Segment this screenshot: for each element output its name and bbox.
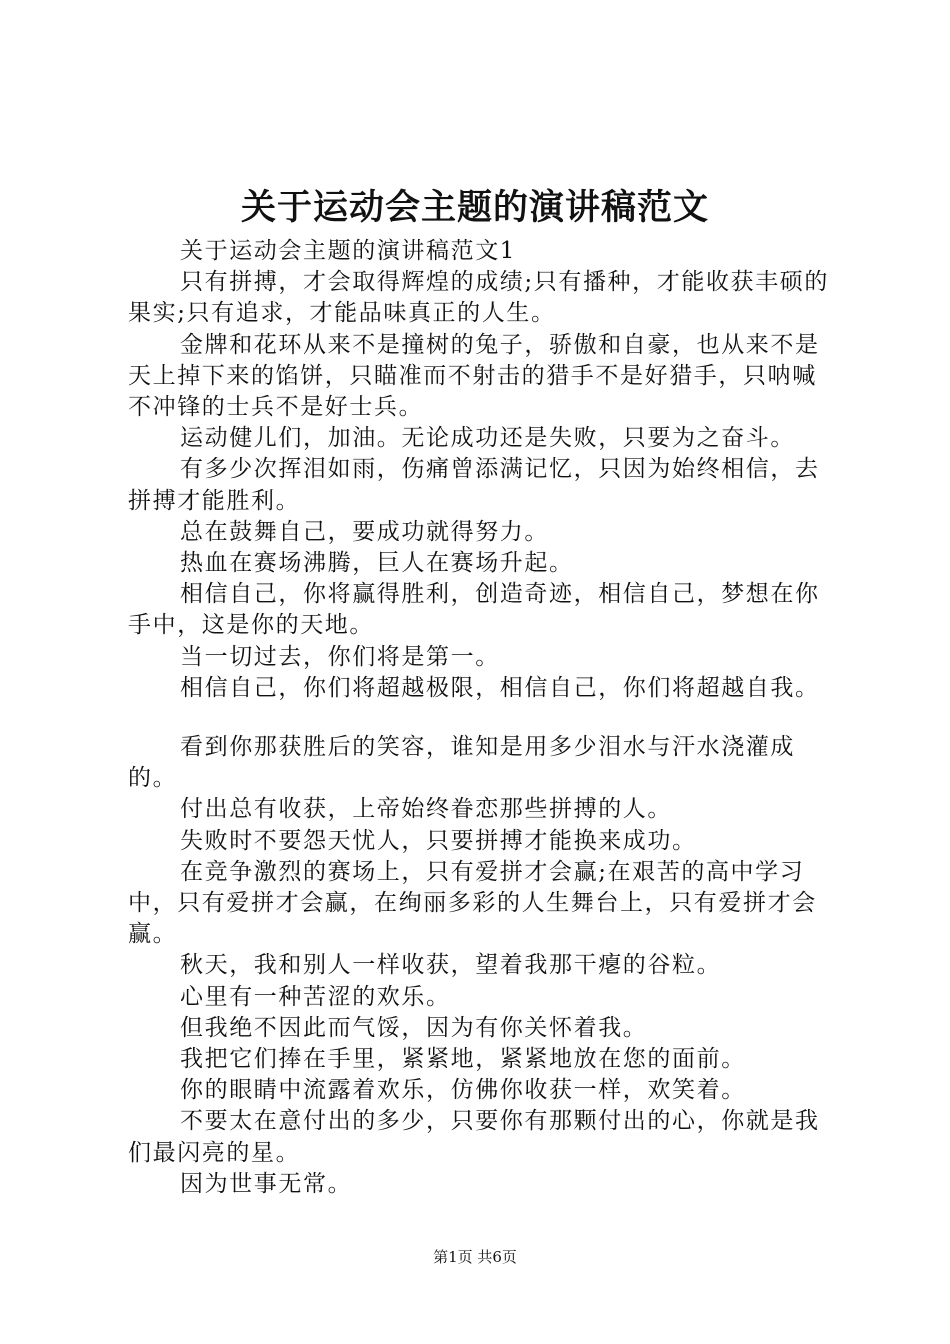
paragraph: 但我绝不因此而气馁，因为有你关怀着我。 xyxy=(180,1014,648,1041)
paragraph: 金牌和花环从来不是撞树的兔子，骄傲和自豪，也从来不是天上掉下来的馅饼，只瞄准而不射击的猎手不是好猎手，只呐喊不冲锋的士兵不是好士兵。 xyxy=(128,331,820,421)
paragraph: 只有拼搏，才会取得辉煌的成绩;只有播种，才能收获丰硕的果实;只有追求，才能品味真正的人生。 xyxy=(128,269,829,327)
document-title: 关于运动会主题的演讲稿范文 xyxy=(240,187,709,228)
paragraph: 热血在赛场沸腾，巨人在赛场升起。 xyxy=(180,550,574,577)
paragraph: 失败时不要怨天忧人，只要拼搏才能换来成功。 xyxy=(180,827,697,854)
paragraph: 秋天，我和别人一样收获，望着我那干瘪的谷粒。 xyxy=(180,952,722,979)
paragraph: 当一切过去，你们将是第一。 xyxy=(180,643,500,670)
paragraph: 因为世事无常。 xyxy=(180,1170,353,1197)
paragraph: 看到你那获胜后的笑容，谁知是用多少泪水与汗水浇灌成的。 xyxy=(128,734,795,792)
paragraph: 不要太在意付出的多少，只要你有那颗付出的心，你就是我们最闪亮的星。 xyxy=(128,1108,820,1166)
document-body xyxy=(128,236,834,1200)
paragraph: 付出总有收获，上帝始终眷恋那些拼搏的人。 xyxy=(180,796,672,823)
paragraph: 有多少次挥泪如雨，伤痛曾添满记忆，只因为始终相信，去拼搏才能胜利。 xyxy=(128,456,820,514)
paragraph: 你的眼睛中流露着欢乐，仿佛你收获一样，欢笑着。 xyxy=(180,1077,746,1104)
paragraph: 运动健儿们，加油。无论成功还是失败，只要为之奋斗。 xyxy=(180,425,795,452)
paragraph: 相信自己，你将赢得胜利，创造奇迹，相信自己，梦想在你手中，这是你的天地。 xyxy=(128,581,820,639)
paragraph: 我把它们捧在手里，紧紧地，紧紧地放在您的面前。 xyxy=(180,1046,746,1073)
paragraph: 相信自己，你们将超越极限，相信自己，你们将超越自我。 xyxy=(180,674,820,701)
page-number-footer: 第1页 共6页 xyxy=(433,1248,517,1266)
paragraph-subtitle: 关于运动会主题的演讲稿范文1 xyxy=(180,238,517,264)
paragraph: 总在鼓舞自己，要成功就得努力。 xyxy=(180,518,549,545)
paragraph: 心里有一种苦涩的欢乐。 xyxy=(180,983,451,1010)
paragraph: 在竞争激烈的赛场上，只有爱拼才会赢;在艰苦的高中学习中，只有爱拼才会赢，在绚丽多彩的人生舞台上，只有爱拼才会赢。 xyxy=(128,858,817,948)
